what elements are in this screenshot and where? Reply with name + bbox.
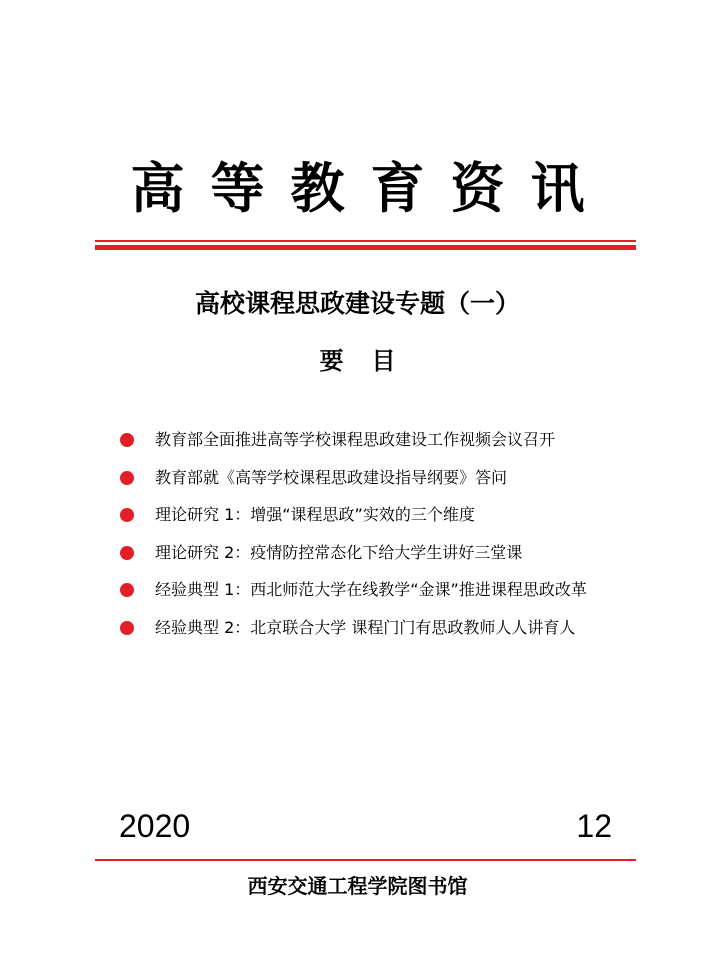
issue-number: 12 bbox=[576, 808, 612, 844]
masthead-title: 高等教育资讯 bbox=[130, 156, 611, 220]
bullet-icon bbox=[120, 583, 134, 597]
issue-year: 2020 bbox=[119, 808, 191, 844]
toc-item-text: 经验典型 2：北京联合大学 课程门门有思政教师人人讲育人 bbox=[155, 617, 576, 637]
bullet-icon bbox=[120, 621, 134, 635]
bullet-icon bbox=[120, 433, 134, 447]
publisher-name: 西安交通工程学院图书馆 bbox=[247, 874, 468, 898]
toc-item bbox=[118, 496, 638, 534]
toc-item-text: 理论研究 1：增强“课程思政”实效的三个维度 bbox=[155, 505, 475, 524]
masthead-rule-thick bbox=[95, 245, 636, 250]
toc-item bbox=[118, 609, 638, 647]
toc-item bbox=[118, 534, 638, 572]
masthead-rule-thin bbox=[95, 240, 636, 242]
footer-rule bbox=[95, 859, 636, 861]
toc-list bbox=[118, 421, 638, 646]
toc-item bbox=[118, 421, 638, 459]
bullet-icon bbox=[120, 471, 134, 485]
toc-item bbox=[118, 571, 638, 609]
toc-item-text: 教育部全面推进高等学校课程思政建设工作视频会议召开 bbox=[155, 430, 556, 449]
issue-info-row bbox=[119, 806, 612, 846]
toc-item-text: 理论研究 2：疫情防控常态化下给大学生讲好三堂课 bbox=[155, 542, 523, 562]
bullet-icon bbox=[120, 508, 134, 522]
toc-item-text: 经验典型 1：西北师范大学在线教学“金课”推进课程思政改革 bbox=[155, 580, 587, 599]
bullet-icon bbox=[120, 546, 134, 560]
toc-heading: 要目 bbox=[319, 346, 424, 375]
toc-item-text: 教育部就《高等学校课程思政建设指导纲要》答问 bbox=[155, 467, 508, 487]
issue-subtitle: 高校课程思政建设专题（一） bbox=[194, 289, 520, 318]
toc-item bbox=[118, 459, 638, 497]
